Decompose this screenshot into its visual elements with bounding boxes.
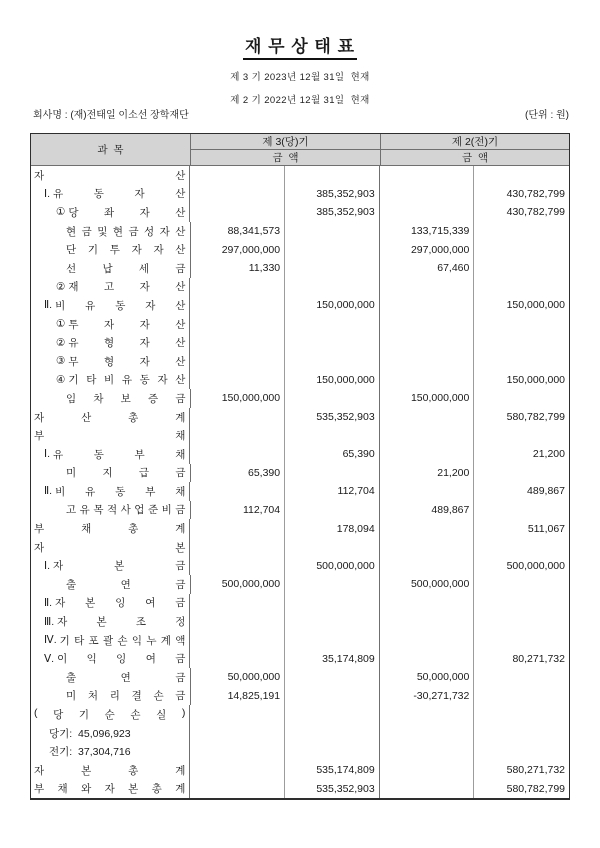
account-label: 현 금 및 현 금 성 자 산 [66,225,186,238]
unit-label: (단위 : 원) [525,110,569,121]
amount-cell [284,594,379,613]
amount-cell [379,780,474,799]
account-prefix: ① [56,206,66,219]
amount-cell [473,166,569,185]
account-label: 당기: 45,096,923 [49,727,131,740]
amount-cell: 50,000,000 [190,668,285,687]
amount-cell: -30,271,732 [379,687,474,706]
table-row [31,464,569,483]
current-period-header: 제 3(당)기 [262,136,309,148]
prior-period-header: 제 2(전)기 [451,136,499,148]
account-label: 고 유 목 적 사 업 준 비 금 [66,504,186,517]
amount-cell [473,501,569,520]
amount-cell: 35,174,809 [284,649,379,668]
amount-cell [473,315,569,334]
amount-cell [189,649,284,668]
account-prefix: Ⅰ. [44,187,51,200]
account-label: 유 형 자 산 [68,337,186,350]
amount-cell [189,408,284,427]
amount-cell [189,556,284,575]
amount-cell: 67,460 [379,259,474,278]
table-row [31,408,569,427]
amount-cell [473,631,569,650]
table-row [31,742,569,761]
amount-cell [284,668,379,687]
account-prefix: ② [56,280,66,293]
amount-cell: 50,000,000 [379,668,474,687]
account-cell [31,333,189,352]
amount-cell [379,315,474,334]
account-cell [31,761,189,780]
amount-cell [189,371,284,390]
amount-cell [379,408,474,427]
amount-cell [473,575,569,594]
period-line-prior: 제 2 기 2022년 12월 31일 현재 [230,95,370,106]
account-prefix: ③ [56,355,66,368]
amount-cell [473,352,569,371]
account-column-header: 과 목 [97,144,124,156]
account-cell [31,705,189,724]
amount-cell [189,538,284,557]
amount-cell: 535,352,903 [284,408,379,427]
amount-cell [189,742,284,761]
account-prefix: Ⅱ. [44,485,53,498]
account-prefix: Ⅳ. [44,634,57,647]
account-prefix: ① [56,318,66,331]
account-cell [31,687,190,706]
amount-cell [284,575,379,594]
account-label: 자 산 총 계 [34,411,186,424]
table-row [31,445,569,464]
table-row [31,166,569,185]
account-cell [31,501,190,520]
table-row [31,296,569,315]
amount-cell [189,352,284,371]
amount-cell: 430,782,799 [473,185,569,204]
amount-cell [473,742,569,761]
account-cell [31,556,189,575]
amount-cell [473,705,569,724]
amount-cell [189,203,284,222]
account-label: 전기: 37,304,716 [49,746,131,759]
amount-cell: 297,000,000 [190,240,285,259]
amount-cell [284,166,379,185]
account-cell [31,538,189,557]
amount-cell [189,631,284,650]
table-row [31,333,569,352]
account-label: 유 동 자 산 [53,188,186,201]
amount-cell: 11,330 [190,259,285,278]
table-row [31,538,569,557]
amount-cell [379,203,474,222]
table-row [31,185,569,204]
table-row [31,761,569,780]
table-row [31,519,569,538]
account-cell [31,389,190,408]
amount-cell: 112,704 [190,501,285,520]
amount-cell [379,296,474,315]
amount-cell [473,538,569,557]
table-row [31,203,569,222]
account-label: 비 유 동 부 채 [55,485,186,498]
account-label: 부 채 [34,430,186,443]
account-cell [31,315,189,334]
amount-cell: 385,352,903 [284,203,379,222]
account-prefix: Ⅱ. [44,299,53,312]
amount-cell: 150,000,000 [473,371,569,390]
account-cell [31,408,189,427]
table-row [31,705,569,724]
table-row [31,352,569,371]
amount-cell [284,240,379,259]
amount-cell [189,426,284,445]
account-cell [31,278,189,297]
amount-cell [284,631,379,650]
table-row [31,389,569,408]
amount-cell [473,464,569,483]
amount-cell [189,780,284,799]
table-row [31,612,569,631]
table-row [31,259,569,278]
amount-cell [379,705,474,724]
current-period-group [190,134,380,165]
amount-cell [189,705,284,724]
amount-cell [284,259,379,278]
account-cell [31,594,189,613]
account-label: 이 익 잉 여 금 [57,653,186,666]
account-cell [31,352,189,371]
amount-cell: 21,200 [379,464,474,483]
amount-cell: 500,000,000 [473,556,569,575]
account-label: 부 채 총 계 [34,523,186,536]
amount-cell [473,389,569,408]
amount-cell: 500,000,000 [190,575,285,594]
account-label: 출 연 금 [66,578,186,591]
amount-cell [473,278,569,297]
account-prefix: Ⅰ. [44,559,51,572]
account-label: 유 동 부 채 [53,448,186,461]
table-row [31,240,569,259]
account-cell [31,445,189,464]
amount-cell [473,668,569,687]
table-row [31,687,569,706]
amount-cell: 297,000,000 [379,240,474,259]
account-cell [31,203,189,222]
account-cell [31,780,189,799]
account-label: 기 타 포 괄 손 익 누 계 액 [59,634,186,647]
account-label: 자 본 총 계 [34,764,186,777]
amount-cell [284,687,379,706]
amount-cell [379,519,474,538]
account-cell [31,296,189,315]
amount-cell: 65,390 [190,464,285,483]
amount-cell [379,445,474,464]
page-title: 재 무 상 태 표 [243,32,357,60]
account-label: 임 차 보 증 금 [66,392,186,405]
account-label: 기 타 비 유 동 자 산 [68,374,186,387]
amount-cell: 150,000,000 [190,389,285,408]
table-row [31,724,569,743]
account-label: 투 자 자 산 [68,318,186,331]
amount-cell [284,315,379,334]
amount-cell [284,426,379,445]
amount-cell [379,185,474,204]
amount-cell: 112,704 [284,482,379,501]
account-cell [31,742,189,761]
amount-cell: 14,825,191 [190,687,285,706]
amount-cell [379,482,474,501]
account-label: 선 납 세 금 [66,262,186,275]
account-label: 자 산 [34,169,186,182]
table-row [31,371,569,390]
amount-cell [189,445,284,464]
amount-cell: 580,782,799 [473,408,569,427]
financial-table [30,133,570,800]
account-label: 비 유 동 자 산 [55,299,186,312]
account-prefix: Ⅰ. [44,448,51,461]
table-row [31,575,569,594]
account-label: 부 채 와 자 본 총 계 [34,783,186,796]
account-cell [31,668,190,687]
account-cell [31,631,189,650]
amount-cell [473,240,569,259]
table-header [31,134,569,166]
account-cell [31,426,189,445]
table-row [31,556,569,575]
table-row [31,631,569,650]
account-prefix: Ⅲ. [44,615,55,628]
amount-cell [473,222,569,241]
amount-cell [189,761,284,780]
account-cell [31,649,189,668]
table-row [31,426,569,445]
amount-cell [189,594,284,613]
current-amount-header: 금 액 [191,149,380,165]
amount-cell [189,278,284,297]
account-prefix: Ⅴ. [44,652,55,665]
account-label: 자 본 금 [53,560,186,573]
account-prefix: ② [56,336,66,349]
table-body [31,166,569,798]
account-cell [31,166,189,185]
amount-cell [284,333,379,352]
amount-cell [284,352,379,371]
table-row [31,315,569,334]
amount-cell: 580,271,732 [473,761,569,780]
amount-cell [284,464,379,483]
amount-cell [284,705,379,724]
amount-cell: 21,200 [473,445,569,464]
amount-cell [189,166,284,185]
account-label: 미 처 리 결 손 금 [66,690,186,703]
table-row [31,501,569,520]
amount-cell: 580,782,799 [473,780,569,799]
amount-cell [379,742,474,761]
amount-cell [379,371,474,390]
amount-cell: 178,094 [284,519,379,538]
account-label: 무 형 자 산 [68,355,186,368]
amount-cell [379,612,474,631]
amount-cell: 535,174,809 [284,761,379,780]
company-label: 회사명 : (재)전태일 이소선 장학재단 [33,110,189,121]
account-cell [31,724,189,743]
amount-cell: 535,352,903 [284,780,379,799]
account-cell [31,612,189,631]
account-prefix: Ⅱ. [44,596,53,609]
amount-cell [473,333,569,352]
period-line-current: 제 3 기 2023년 12월 31일 현재 [230,72,370,83]
prior-period-group [380,134,569,165]
amount-cell [379,724,474,743]
account-cell [31,185,189,204]
account-cell [31,482,189,501]
amount-cell: 65,390 [284,445,379,464]
amount-cell [284,538,379,557]
amount-cell: 430,782,799 [473,203,569,222]
table-row [31,594,569,613]
amount-cell: 150,000,000 [379,389,474,408]
account-cell [31,240,190,259]
table-row [31,222,569,241]
account-cell [31,259,190,278]
amount-cell [189,612,284,631]
amount-cell [473,612,569,631]
amount-cell [379,761,474,780]
amount-cell [379,594,474,613]
amount-cell [379,538,474,557]
amount-cell [284,222,379,241]
account-label: 자 본 [34,541,186,554]
table-row [31,482,569,501]
account-label: 자 본 잉 여 금 [55,597,186,610]
amount-cell [189,315,284,334]
meta-line [33,106,569,121]
amount-cell [379,631,474,650]
amount-cell [189,296,284,315]
amount-cell [284,724,379,743]
amount-cell [473,259,569,278]
amount-cell [473,724,569,743]
amount-cell: 500,000,000 [379,575,474,594]
amount-cell [189,185,284,204]
account-cell [31,519,189,538]
amount-cell [284,389,379,408]
amount-cell [379,333,474,352]
amount-cell [284,501,379,520]
amount-cell: 80,271,732 [473,649,569,668]
table-row [31,668,569,687]
amount-cell [189,519,284,538]
amount-cell [379,166,474,185]
amount-cell [189,482,284,501]
amount-cell: 133,715,339 [379,222,474,241]
amount-cell [379,556,474,575]
account-label: 출 연 금 [66,671,186,684]
account-cell [31,222,190,241]
table-row [31,649,569,668]
table-row [31,278,569,297]
amount-cell [284,278,379,297]
account-label: 재 고 자 산 [68,281,186,294]
amount-cell [284,612,379,631]
amount-cell [189,724,284,743]
account-label: 단 기 투 자 자 산 [66,244,186,257]
account-label: 자 본 조 정 [57,616,186,629]
amount-cell [379,352,474,371]
amount-cell [379,426,474,445]
account-cell [31,371,189,390]
amount-cell [379,649,474,668]
table-row [31,780,569,799]
amount-cell [284,742,379,761]
amount-cell: 385,352,903 [284,185,379,204]
amount-cell [473,426,569,445]
account-label: 미 지 급 금 [66,467,186,480]
account-cell [31,464,190,483]
amount-cell: 150,000,000 [284,296,379,315]
document-header [0,32,600,106]
amount-cell: 489,867 [473,482,569,501]
amount-cell [379,278,474,297]
amount-cell: 150,000,000 [284,371,379,390]
amount-cell: 500,000,000 [284,556,379,575]
account-label: 당 좌 자 산 [68,206,186,219]
amount-cell: 489,867 [379,501,474,520]
prior-amount-header: 금 액 [381,149,569,165]
amount-cell: 511,067 [473,519,569,538]
account-prefix: ④ [56,373,66,386]
amount-cell [473,687,569,706]
account-cell [31,575,190,594]
account-label: ( 당 기 순 손 실 ) [34,707,186,722]
amount-cell: 88,341,573 [190,222,285,241]
amount-cell [473,594,569,613]
amount-cell [189,333,284,352]
amount-cell: 150,000,000 [473,296,569,315]
